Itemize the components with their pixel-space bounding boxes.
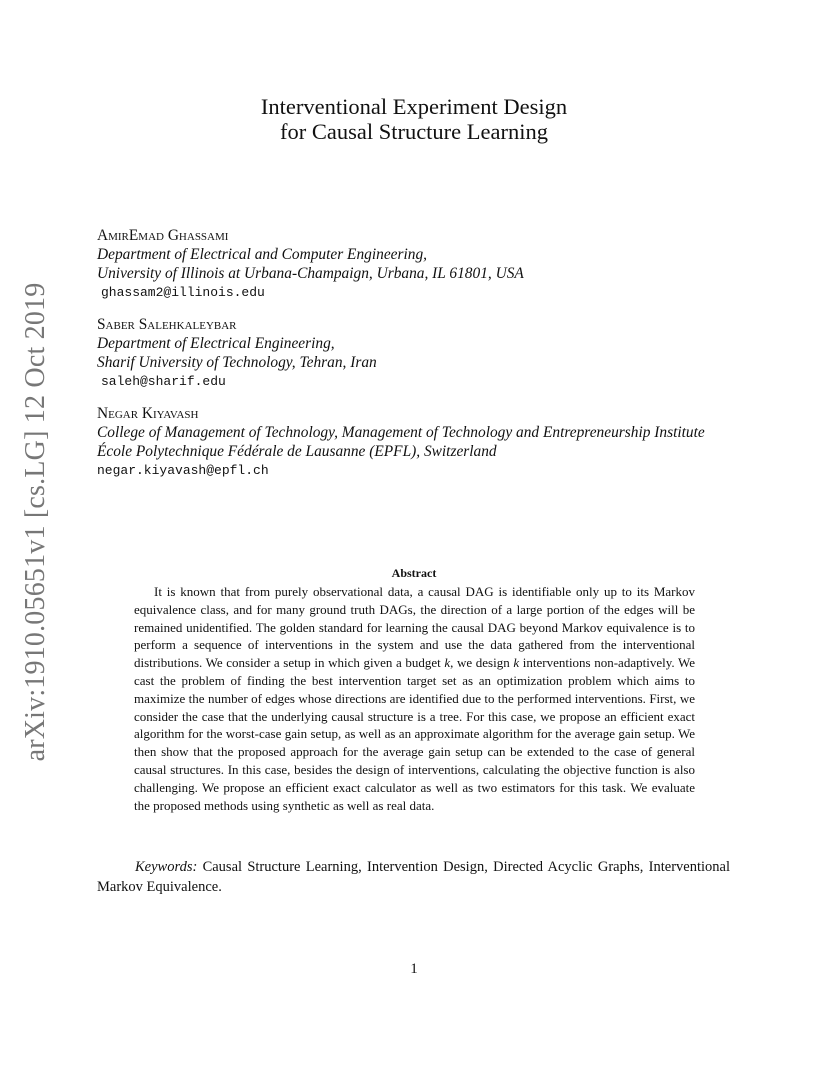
paper-title xyxy=(0,94,828,144)
author-block xyxy=(97,226,524,302)
abstract-body xyxy=(134,583,695,814)
arxiv-identifier-stamp: arXiv:1910.05651v1 [cs.LG] 12 Oct 2019 xyxy=(20,282,51,762)
keywords-text: Causal Structure Learning, Intervention Design, Directed Acyclic Graphs, Interventional Markov Equivalence. xyxy=(97,859,730,895)
author-block xyxy=(97,404,705,480)
author-block xyxy=(97,315,377,391)
page-number: 1 xyxy=(410,961,418,977)
author-affiliation: Department of Electrical Engineering, xyxy=(97,335,335,352)
author-name: Saber Salehkaleybar xyxy=(97,316,237,333)
paper-title-line: for Causal Structure Learning xyxy=(279,119,549,144)
abstract-text: , we design xyxy=(450,655,514,671)
author-name: AmirEmad Ghassami xyxy=(97,227,229,244)
author-affiliation: College of Management of Technology, Management of Technology and Entrepreneurship Institute xyxy=(97,424,705,441)
paper-title-line: Interventional Experiment Design xyxy=(260,94,568,119)
author-email: saleh@sharif.edu xyxy=(101,374,226,389)
author-affiliation: École Polytechnique Fédérale de Lausanne (EPFL), Switzerland xyxy=(97,443,497,460)
abstract-text: interventions non-adaptively. We cast the problem of finding the best intervention target set as an optimization problem which aims to maximize the number of edges whose directions are identified due to the performed interventions. First, we consider the case that the underlying causal structure is a tree. For this case, we propose an efficient exact algorithm for the worst-case gain setup, as well as an approximate algorithm for the average gain setup. We then show that the proposed approach for the average gain setup can be extended to the case of general causal structures. In this case, besides the design of interventions, calculating the objective function is also challenging. We propose an efficient exact calculator as well as two estimators for this task. We evaluate the proposed methods using synthetic as well as real data. xyxy=(134,655,695,813)
keywords-label: Keywords: xyxy=(135,859,198,875)
author-affiliation: University of Illinois at Urbana-Champaign, Urbana, IL 61801, USA xyxy=(97,265,524,282)
author-name: Negar Kiyavash xyxy=(97,405,199,422)
abstract-variable: k xyxy=(513,655,520,671)
keywords-paragraph xyxy=(97,857,730,897)
author-email: ghassam2@illinois.edu xyxy=(101,285,265,300)
author-affiliation: Sharif University of Technology, Tehran, Iran xyxy=(97,354,377,371)
abstract-heading: Abstract xyxy=(391,566,437,580)
author-email: negar.kiyavash@epfl.ch xyxy=(97,463,269,478)
abstract-variable: k xyxy=(444,655,451,671)
abstract-text: It is known that from purely observational data, a causal DAG is identifiable only up to its Markov equivalence class, and for many ground truth DAGs, the direction of a large portion of the edges will be remained unidentified. The golden standard for learning the causal DAG beyond Markov equivalence is to perform a sequence of interventions in the system and use the data gathered from the interventional distributions. We consider a setup in which given a budget xyxy=(134,584,695,671)
author-affiliation: Department of Electrical and Computer Engineering, xyxy=(97,246,427,263)
